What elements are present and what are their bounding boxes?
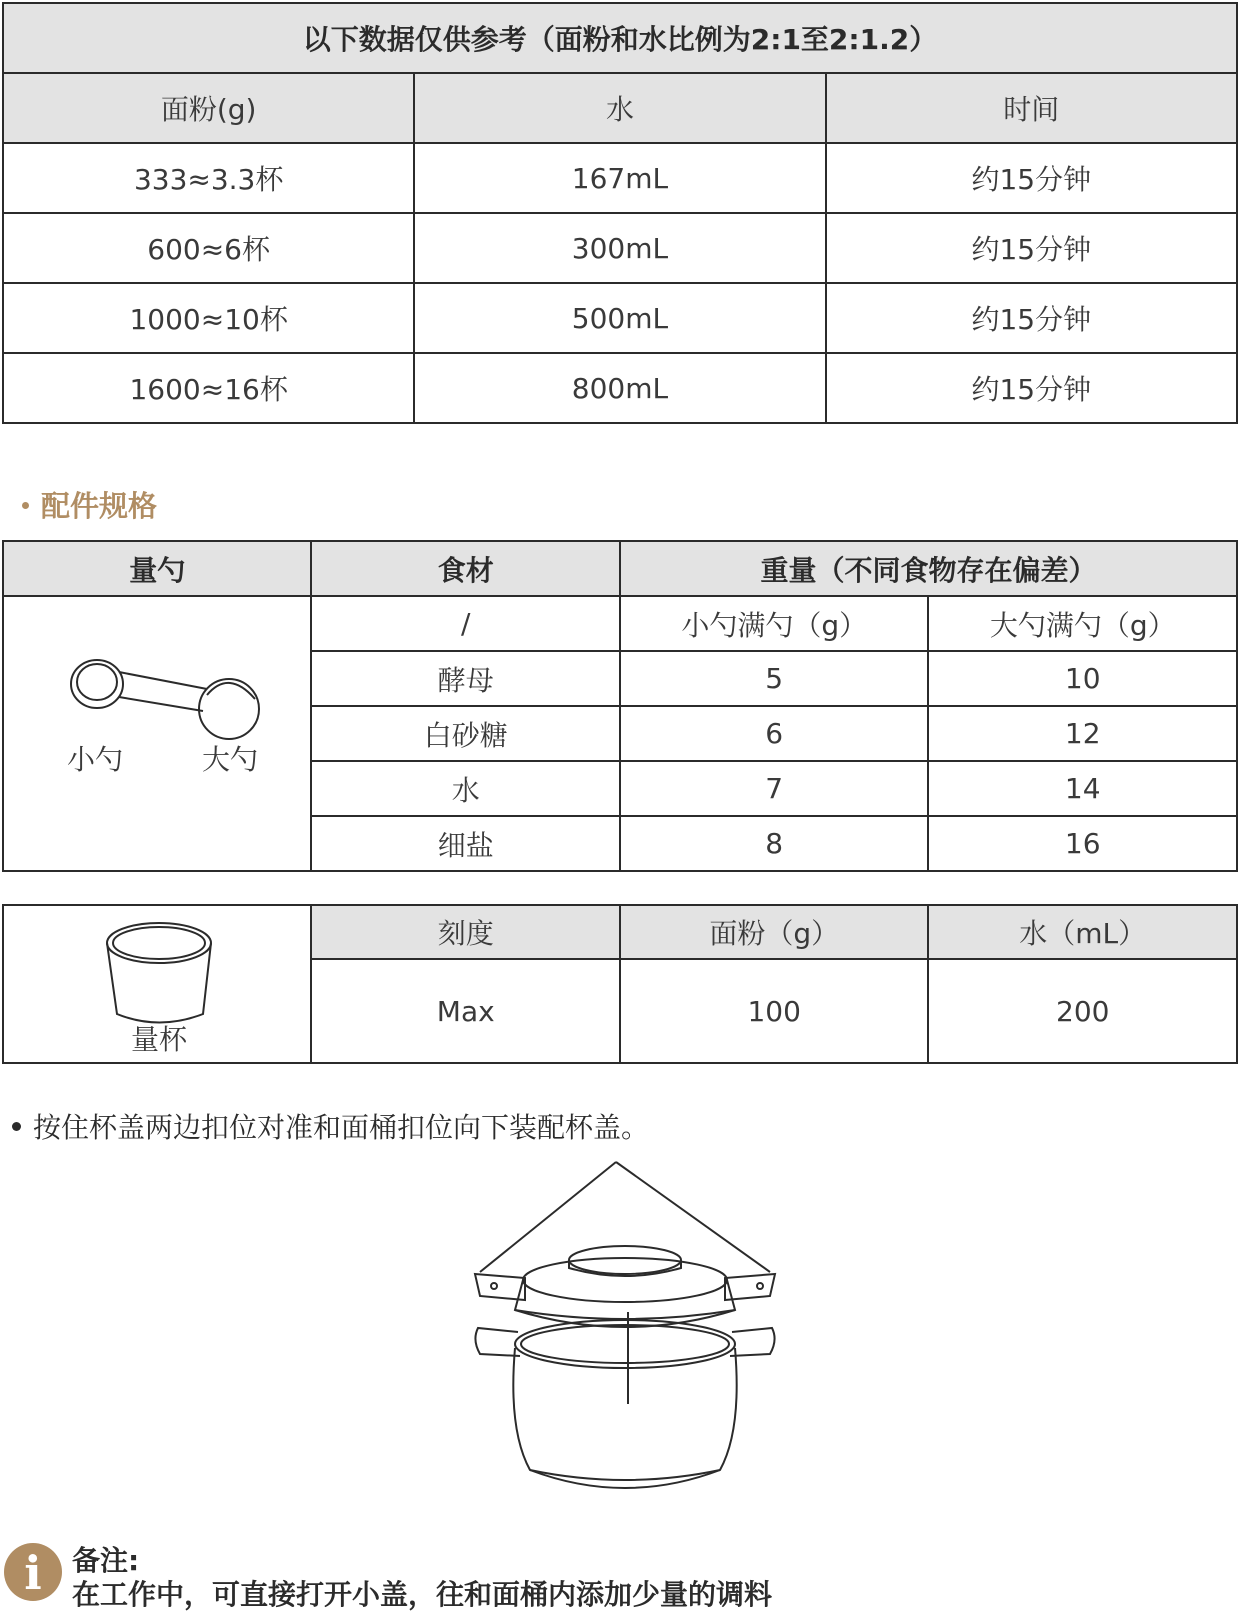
cell-water: 167mL xyxy=(414,143,825,213)
table-row xyxy=(3,143,1237,213)
cell-small: 7 xyxy=(620,761,928,816)
header-water: 水 xyxy=(414,73,825,143)
header-scale: 刻度 xyxy=(311,905,619,959)
ratio-table-title: 以下数据仅供参考（面粉和水比例为2:1至2:1.2） xyxy=(3,3,1237,73)
small-spoon-label: 小勺 xyxy=(67,742,124,776)
measuring-cup-icon xyxy=(7,909,307,1059)
cup-illustration-cell xyxy=(3,905,311,1063)
header-ingredient: 食材 xyxy=(311,541,619,596)
cup-table xyxy=(2,904,1238,1064)
header-weight: 重量（不同食物存在偏差） xyxy=(620,541,1237,596)
cell-scale: Max xyxy=(311,959,619,1063)
instruction-text: 按住杯盖两边扣位对准和面桶扣位向下装配杯盖。 xyxy=(33,1111,650,1144)
cell-flour: 1000≈10杯 xyxy=(3,283,414,353)
cell-ingredient: 细盐 xyxy=(311,816,619,871)
note-section xyxy=(0,1535,1242,1609)
spoon-table xyxy=(2,540,1238,872)
cell-water: 500mL xyxy=(414,283,825,353)
large-spoon-label: 大勺 xyxy=(202,742,259,776)
subheader-small-spoon: 小勺满勺（g） xyxy=(620,596,928,651)
subheader-slash: / xyxy=(311,596,619,651)
cell-time: 约15分钟 xyxy=(826,143,1237,213)
cell-small: 8 xyxy=(620,816,928,871)
cell-flour: 600≈6杯 xyxy=(3,213,414,283)
header-flour: 面粉(g) xyxy=(3,73,414,143)
cell-time: 约15分钟 xyxy=(826,283,1237,353)
table-row xyxy=(3,283,1237,353)
spoon-illustration-cell xyxy=(3,596,311,871)
header-flour-g: 面粉（g） xyxy=(620,905,928,959)
cell-small: 6 xyxy=(620,706,928,761)
note-text: 在工作中，可直接打开小盖，往和面桶内添加少量的调料 xyxy=(72,1578,773,1611)
header-time: 时间 xyxy=(826,73,1237,143)
cell-large: 16 xyxy=(928,816,1237,871)
cell-small: 5 xyxy=(620,651,928,706)
measuring-spoon-icon xyxy=(7,599,307,869)
cell-flour: 1600≈16杯 xyxy=(3,353,414,423)
cell-ingredient: 水 xyxy=(311,761,619,816)
cup-label: 量杯 xyxy=(131,1023,188,1056)
cell-large: 12 xyxy=(928,706,1237,761)
cell-water-ml: 200 xyxy=(928,959,1237,1063)
info-icon: i xyxy=(4,1543,62,1601)
cell-water: 300mL xyxy=(414,213,825,283)
note-label: 备注: xyxy=(72,1544,140,1577)
lid-assembly-illustration xyxy=(470,1160,790,1520)
instruction-line xyxy=(12,1106,649,1146)
cell-large: 10 xyxy=(928,651,1237,706)
cell-flour: 333≈3.3杯 xyxy=(3,143,414,213)
table-row xyxy=(3,213,1237,283)
cell-water: 800mL xyxy=(414,353,825,423)
section-title: 配件规格 xyxy=(41,489,158,523)
bullet-dot-icon xyxy=(12,1122,21,1131)
cell-large: 14 xyxy=(928,761,1237,816)
bullet-dot-icon xyxy=(22,502,29,509)
subheader-large-spoon: 大勺满勺（g） xyxy=(928,596,1237,651)
cell-time: 约15分钟 xyxy=(826,353,1237,423)
table-row xyxy=(3,353,1237,423)
cell-flour-g: 100 xyxy=(620,959,928,1063)
header-spoon: 量勺 xyxy=(3,541,311,596)
header-water-ml: 水（mL） xyxy=(928,905,1237,959)
cell-ingredient: 酵母 xyxy=(311,651,619,706)
cell-ingredient: 白砂糖 xyxy=(311,706,619,761)
section-heading xyxy=(22,484,157,525)
ratio-table xyxy=(2,2,1238,424)
cell-time: 约15分钟 xyxy=(826,213,1237,283)
